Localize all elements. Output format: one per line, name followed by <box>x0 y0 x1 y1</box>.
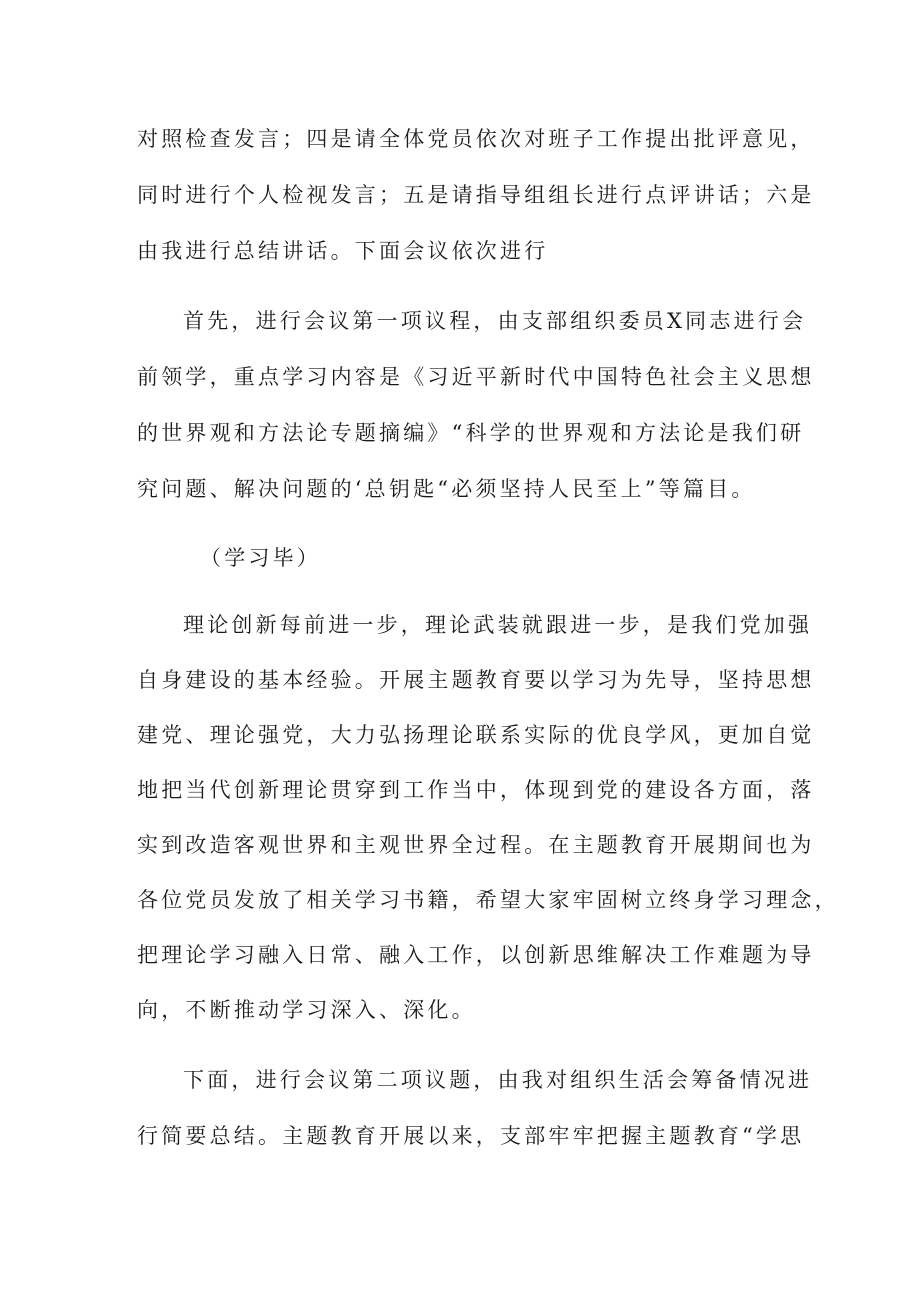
paragraph-4-line-2: 自身建设的基本经验。开展主题教育要以学习为先导，坚持思想 <box>137 668 815 692</box>
paragraph-4-line-4: 地把当代创新理论贯穿到工作当中，体现到党的建设各方面，落 <box>137 778 815 802</box>
paragraph-1-line-3: 由我进行总结讲话。下面会议依次进行 <box>137 239 549 263</box>
paragraph-5-line-1: 下面，进行会议第二项议题，由我对组织生活会筹备情况进 <box>183 1068 813 1092</box>
paragraph-4-line-8: 向，不断推动学习深入、深化。 <box>137 998 476 1022</box>
paragraph-4-line-6: 各位党员发放了相关学习书籍，希望大家牢固树立终身学习理念， <box>137 888 839 912</box>
paragraph-3-line-1: （学习毕） <box>200 546 321 570</box>
paragraph-5-line-2: 行简要总结。主题教育开展以来，支部牢牢把握主题教育“学思 <box>137 1124 805 1148</box>
paragraph-4-line-7: 把理论学习融入日常、融入工作，以创新思维解决工作难题为导 <box>137 943 815 967</box>
paragraph-2-line-3: 的世界观和方法论专题摘编》“科学的世界观和方法论是我们研 <box>137 421 805 445</box>
paragraph-1-line-1: 对照检查发言；四是请全体党员依次对班子工作提出批评意见， <box>137 127 815 151</box>
paragraph-2-line-2: 前领学，重点学习内容是《习近平新时代中国特色社会主义思想 <box>137 365 815 389</box>
paragraph-4-line-1: 理论创新每前进一步，理论武装就跟进一步，是我们党加强 <box>183 613 813 637</box>
paragraph-2-line-1: 首先，进行会议第一项议程，由支部组织委员X同志进行会 <box>183 309 807 333</box>
paragraph-4-line-3: 建党、理论强党，大力弘扬理论联系实际的优良学风，更加自觉 <box>137 723 815 747</box>
paragraph-2-line-4: 究问题、解决问题的‘总钥匙“必须坚持人民至上”等篇目。 <box>137 477 756 501</box>
paragraph-4-line-5: 实到改造客观世界和主观世界全过程。在主题教育开展期间也为 <box>137 833 815 857</box>
paragraph-1-line-2: 同时进行个人检视发言；五是请指导组组长进行点评讲话；六是 <box>137 183 815 207</box>
